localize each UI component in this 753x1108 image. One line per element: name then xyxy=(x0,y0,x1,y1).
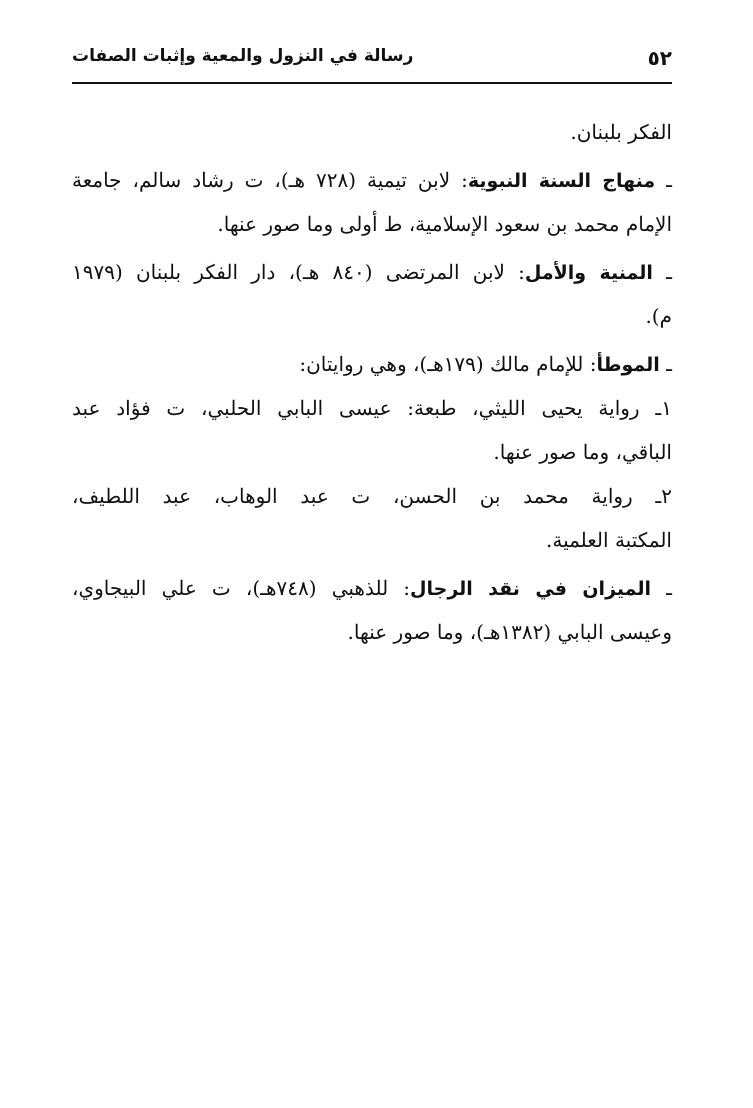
sub-entry-second-line: الباقي، وما صور عنها. xyxy=(493,440,672,464)
references-list xyxy=(72,110,672,654)
continuation-line: الفكر بلبنان. xyxy=(570,120,672,144)
sub-entry-first-line: ١ـ رواية يحيى الليثي، طبعة: عيسى البابي الحلبي، ت فؤاد عبد xyxy=(72,396,672,420)
sub-entry xyxy=(72,386,672,474)
entry-first-line xyxy=(72,250,672,294)
sub-entry-first-line: ٢ـ رواية محمد بن الحسن، ت عبد الوهاب، عبد اللطيف، xyxy=(72,484,672,508)
entry-first-line xyxy=(72,158,672,202)
entry-second-line: م). xyxy=(645,304,672,328)
reference-entry xyxy=(72,250,672,338)
entry-second-line: الإمام محمد بن سعود الإسلامية، ط أولى وما صور عنها. xyxy=(217,212,672,236)
bullet-dash: ـ xyxy=(666,352,672,376)
entry-first-line xyxy=(72,342,672,386)
reference-details: : لابن تيمية (٧٢٨ هـ)، ت رشاد سالم، جامعة xyxy=(72,168,468,192)
reference-details: : للذهبي (٧٤٨هـ)، ت علي البيجاوي، xyxy=(72,576,411,600)
reference-title: المنية والأمل xyxy=(524,262,653,284)
reference-entry xyxy=(72,566,672,654)
reference-title: منهاج السنة النبوية xyxy=(467,170,656,192)
reference-details: : لابن المرتضى (٨٤٠ هـ)، دار الفكر بلبنان (١٩٧٩ xyxy=(72,260,525,284)
bullet-dash: ـ xyxy=(666,576,673,600)
entry-first-line xyxy=(72,566,672,610)
entry-second-line: وعيسى البابي (١٣٨٢هـ)، وما صور عنها. xyxy=(347,620,672,644)
page-number: ٥٢ xyxy=(647,46,672,70)
reference-entry xyxy=(72,342,672,562)
reference-title: الموطأ xyxy=(596,354,660,376)
reference-details: : للإمام مالك (١٧٩هـ)، وهي روايتان: xyxy=(299,352,597,376)
sub-entry-second-line: المكتبة العلمية. xyxy=(545,528,672,552)
sub-entry xyxy=(72,474,672,562)
bullet-dash: ـ xyxy=(666,168,673,192)
page-header xyxy=(72,40,672,84)
reference-entry xyxy=(72,158,672,246)
reference-title: الميزان في نقد الرجال xyxy=(410,578,652,600)
running-title: رسالة في النزول والمعية وإثبات الصفات xyxy=(72,46,414,66)
bullet-dash: ـ xyxy=(666,260,672,284)
